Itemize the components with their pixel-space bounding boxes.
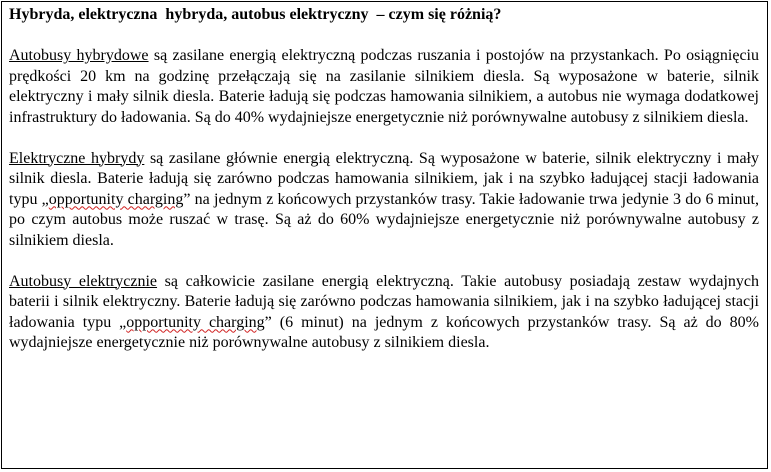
paragraph-text: są całkowicie zasilane energią elektryczną. Takie autobusy posiadają zestaw wydajnych baterii i silnik elektryczny. Baterie ładują się zarówno podczas hamowania silnikiem, jak i na szybko ładującej stacji ładowania typu „ bbox=[9, 272, 760, 331]
paragraph-text: ” (6 minut) na jednym z końcowych przystanków trasy. Są aż do 80% wydajniejsze energetycznie niż porównywalne autobusy z silnikiem diesla. bbox=[9, 313, 760, 351]
term-hybrid-buses: Autobusy hybrydowe bbox=[9, 47, 149, 64]
paragraph-text: ” na jednym z końcowych przystanków trasy. Takie ładowanie trwa jedynie 3 do 6 minut, po czym autobus może ruszać w trasę. Są aż do 60% wydajniejsze energetycznie niż porównywalne autobusy z silnikiem diesla. bbox=[9, 190, 760, 249]
paragraph-text: są zasilane energią elektryczną podczas ruszania i postojów na przystankach. Po osiągnięciu prędkości 20 km na godzinę przełączają się na zasilanie silnikiem diesla. Są wyposażone w baterie, silnik elektryczny i mały silnik diesla. Baterie ładują się podczas hamowania silnikiem, a autobus nie wymaga dodatkowej infrastruktury do ładowania. Są do 40% wydajniejsze energetycznie niż porównywalne autobusy z silnikiem diesla. bbox=[9, 47, 760, 126]
paragraph-hybrid-buses bbox=[9, 46, 759, 128]
paragraph-electric-buses bbox=[9, 272, 759, 354]
quoted-term: opportunity charging bbox=[48, 190, 184, 208]
document-box bbox=[1, 1, 768, 469]
term-electric-buses: Autobusy elektrycznie bbox=[9, 272, 158, 290]
quoted-term: opportunity charging bbox=[126, 313, 265, 331]
term-electric-hybrids: Elektryczne hybrydy bbox=[9, 149, 145, 167]
paragraph-text: są zasilane głównie energią elektryczną. Są wyposażone w baterie, silnik elektryczny i mały silnik diesla. Baterie ładują się zarówno podczas hamowania silnikiem, jak i na szybko ładującej stacji ładowania typu „ bbox=[9, 149, 759, 208]
document-title: Hybryda, elektryczna hybryda, autobus elektryczny – czym się różnią? bbox=[9, 6, 502, 23]
paragraph-electric-hybrids bbox=[9, 149, 759, 252]
